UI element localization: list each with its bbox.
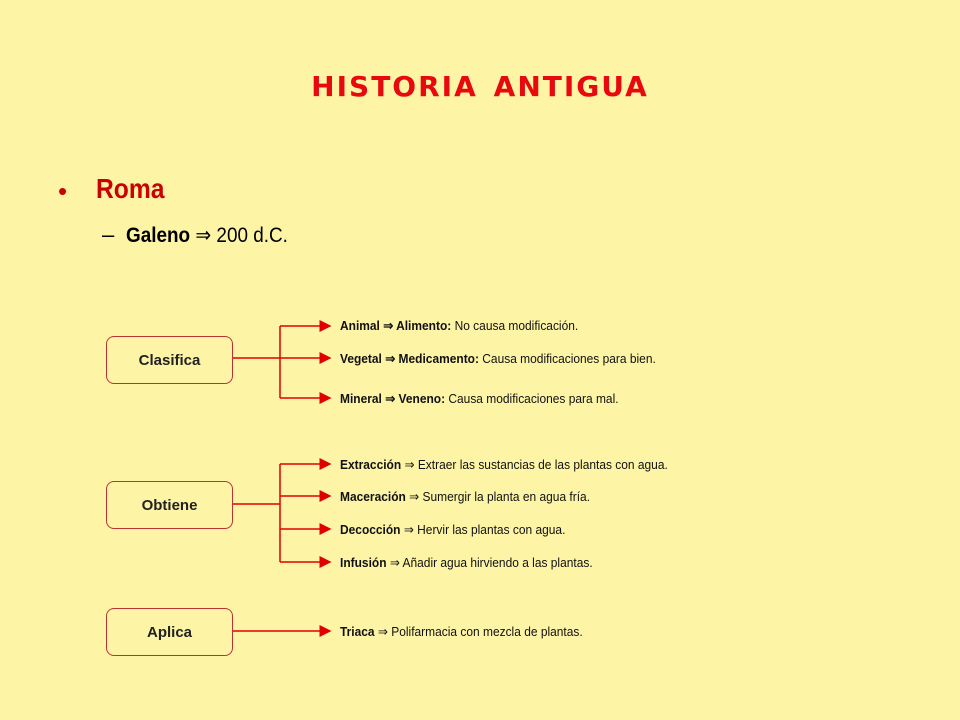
item-desc: No causa modificación. bbox=[451, 318, 579, 333]
list-item bbox=[340, 522, 565, 538]
bullet-icon: • bbox=[58, 176, 68, 206]
obtiene-connector bbox=[231, 464, 330, 562]
dash-icon: – bbox=[102, 222, 115, 247]
item-term: Mineral ⇒ Veneno: bbox=[340, 391, 446, 406]
aplica-box: Aplica bbox=[106, 608, 233, 656]
item-term: Decocción bbox=[340, 522, 401, 537]
item-desc: ⇒ Extraer las sustancias de las plantas con agua. bbox=[401, 457, 668, 472]
item-desc: Causa modificaciones para mal. bbox=[445, 391, 619, 406]
list-item bbox=[340, 457, 668, 473]
item-term: Vegetal ⇒ Medicamento: bbox=[340, 351, 479, 366]
item-term: Infusión bbox=[340, 555, 387, 570]
item-desc: ⇒ Polifarmacia con mezcla de plantas. bbox=[374, 624, 583, 639]
clasifica-connector bbox=[231, 326, 330, 398]
obtiene-box: Obtiene bbox=[106, 481, 233, 529]
item-desc: ⇒ Sumergir la planta en agua fría. bbox=[405, 489, 591, 504]
list-item bbox=[340, 489, 590, 505]
list-item bbox=[340, 624, 583, 640]
slide-title: historia antigua bbox=[311, 60, 649, 106]
section-heading: Roma bbox=[96, 173, 165, 204]
item-term: Animal ⇒ Alimento: bbox=[340, 318, 452, 333]
arrow-icon: ⇒ bbox=[195, 224, 212, 247]
item-term: Maceración bbox=[340, 489, 406, 504]
list-item bbox=[340, 391, 619, 407]
item-desc: Causa modificaciones para bien. bbox=[478, 351, 656, 366]
item-term: Extracción bbox=[340, 457, 402, 472]
subsection-name: Galeno bbox=[126, 224, 191, 247]
item-desc: ⇒ Añadir agua hirviendo a las plantas. bbox=[386, 555, 593, 570]
list-item bbox=[340, 318, 578, 334]
item-term: Triaca bbox=[340, 624, 375, 639]
clasifica-box: Clasifica bbox=[106, 336, 233, 384]
list-item bbox=[340, 555, 593, 571]
list-item bbox=[340, 351, 656, 367]
subsection-date: 200 d.C. bbox=[216, 224, 288, 247]
item-desc: ⇒ Hervir las plantas con agua. bbox=[400, 522, 566, 537]
